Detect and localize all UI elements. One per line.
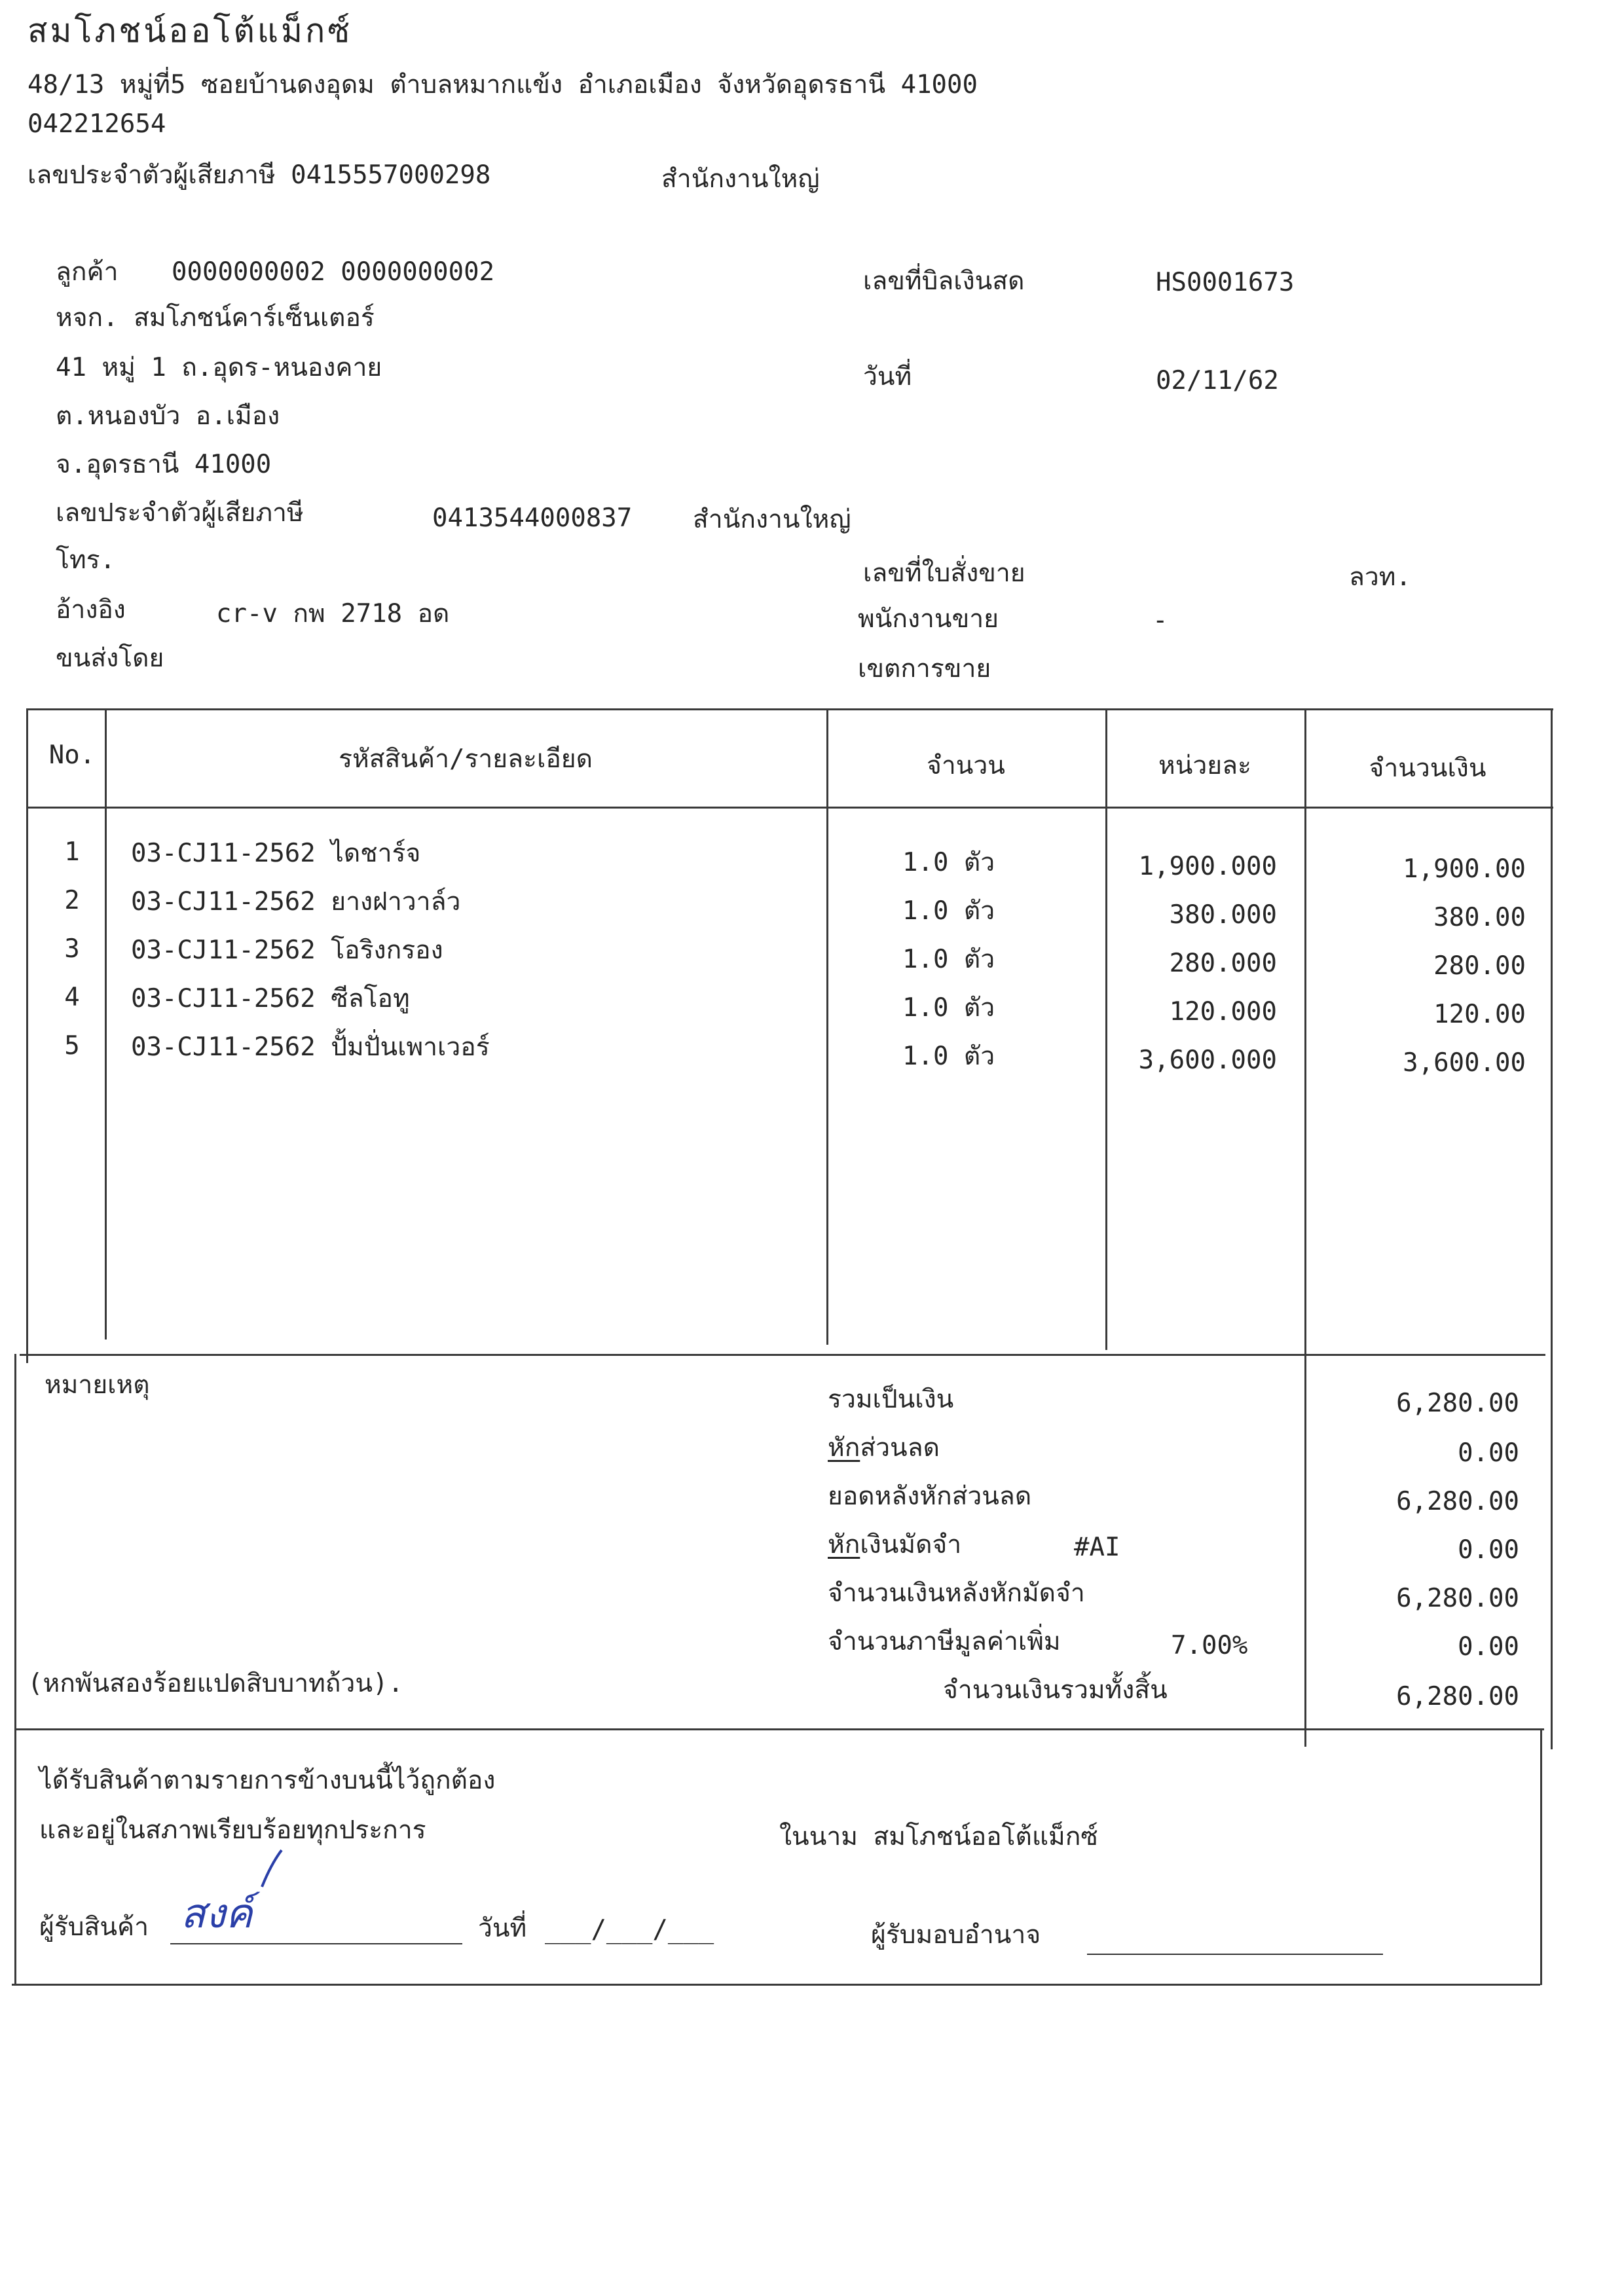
row-amount: 380.00 [1433, 903, 1526, 932]
bill-sales-label: พนักงานขาย [858, 604, 999, 634]
amount-in-words: (หกพันสองร้อยแปดสิบบาทถ้วน). [28, 1669, 403, 1698]
authorized-label: ผู้รับมอบอำนาจ [871, 1920, 1041, 1950]
customer-address-1: 41 หมู่ 1 ถ.อุดร-หนองคาย [56, 353, 382, 382]
discount-label-deduct: หัก [828, 1433, 860, 1463]
row-amount: 1,900.00 [1403, 854, 1526, 884]
vat-label: จำนวนภาษีมูลค่าเพิ่ม [828, 1627, 1061, 1656]
row-amount: 120.00 [1433, 1000, 1526, 1029]
row-desc: 03-CJ11-2562 ปั้มปั่นเพาเวอร์ [131, 1032, 490, 1062]
customer-tax-id: 0413544000837 [432, 503, 633, 533]
total-label: จำนวนเงินรวมทั้งสิ้น [943, 1675, 1168, 1705]
row-amount: 280.00 [1433, 951, 1526, 981]
after-discount-value: 6,280.00 [1396, 1487, 1519, 1516]
after-deposit-label: จำนวนเงินหลังหักมัดจำ [828, 1578, 1085, 1608]
col-header-unit: หน่วยละ [1158, 751, 1251, 780]
discount-value: 0.00 [1458, 1438, 1519, 1468]
row-no: 5 [64, 1031, 80, 1061]
row-desc: 03-CJ11-2562 ซีลโอทู [131, 984, 410, 1013]
deposit-code: #AI [1074, 1533, 1120, 1562]
row-amount: 3,600.00 [1403, 1048, 1526, 1078]
customer-ship-label: ขนส่งโดย [56, 644, 164, 673]
bill-order-value: ลวท. [1349, 562, 1411, 592]
customer-tax-label: เลขประจำตัวผู้เสียภาษี [56, 498, 304, 528]
bill-area-label: เขตการขาย [858, 654, 991, 683]
signature-stroke-icon [249, 1848, 288, 1913]
receiver-signature-line [170, 1943, 462, 1944]
row-qty: 1.0 ตัว [902, 993, 995, 1023]
row-no: 2 [64, 886, 80, 915]
customer-address-2: ต.หนองบัว อ.เมือง [56, 401, 280, 431]
customer-ref-label: อ้างอิง [56, 595, 126, 625]
row-unit: 1,900.000 [1138, 852, 1277, 881]
discount-label-rest: ส่วนลด [860, 1433, 940, 1463]
row-desc: 03-CJ11-2562 โอริงกรอง [131, 936, 443, 965]
receiver-label: ผู้รับสินค้า [39, 1912, 149, 1942]
customer-name: หจก. สมโภชน์คาร์เซ็นเตอร์ [56, 303, 375, 333]
customer-phone-label: โทร. [56, 545, 116, 575]
company-name: สมโภชน์ออโต้แม็กซ์ [28, 12, 353, 50]
row-unit: 380.000 [1169, 900, 1277, 930]
bill-date: 02/11/62 [1156, 366, 1279, 395]
deposit-label-rest: เงินมัดจำ [860, 1530, 962, 1559]
receive-date-label: วันที่ [478, 1914, 527, 1943]
bill-no-label: เลขที่บิลเงินสด [863, 266, 1025, 296]
customer-codes: 0000000002 0000000002 [172, 257, 495, 287]
deposit-label [828, 1532, 961, 1558]
row-qty: 1.0 ตัว [902, 848, 995, 877]
row-no: 4 [64, 983, 80, 1012]
company-branch: สำนักงานใหญ่ [661, 164, 820, 194]
customer-branch: สำนักงานใหญ่ [693, 505, 851, 534]
bill-order-label: เลขที่ใบสั่งขาย [863, 558, 1025, 588]
deposit-label-deduct: หัก [828, 1530, 860, 1559]
bill-no: HS0001673 [1156, 268, 1295, 297]
discount-label [828, 1435, 940, 1461]
bill-sales-value: - [1153, 606, 1168, 635]
authorized-signature-line [1087, 1954, 1383, 1955]
col-header-amount: จำนวนเงิน [1369, 754, 1486, 783]
total-value: 6,280.00 [1396, 1682, 1519, 1711]
row-unit: 280.000 [1169, 949, 1277, 978]
receipt-statement-2: และอยู่ในสภาพเรียบร้อยทุกประการ [39, 1815, 426, 1845]
bill-date-label: วันที่ [863, 362, 912, 392]
receive-date-blank: ___/___/___ [545, 1915, 714, 1944]
col-header-desc: รหัสสินค้า/รายละเอียด [339, 744, 593, 774]
row-qty: 1.0 ตัว [902, 1042, 995, 1071]
row-qty: 1.0 ตัว [902, 896, 995, 926]
receipt-statement-1: ได้รับสินค้าตามรายการข้างบนนี้ไว้ถูกต้อง [39, 1766, 496, 1795]
remark-label: หมายเหตุ [45, 1370, 150, 1400]
row-desc: 03-CJ11-2562 ไดชาร์จ [131, 839, 421, 868]
col-header-qty: จำนวน [927, 751, 1005, 780]
customer-address-3: จ.อุดรธานี 41000 [56, 450, 272, 479]
vat-rate: 7.00% [1171, 1631, 1248, 1660]
customer-ref: cr-v กพ 2718 อด [216, 599, 450, 629]
row-unit: 120.000 [1169, 997, 1277, 1027]
after-discount-label: ยอดหลังหักส่วนลด [828, 1482, 1032, 1511]
row-unit: 3,600.000 [1138, 1046, 1277, 1075]
row-qty: 1.0 ตัว [902, 945, 995, 974]
customer-label: ลูกค้า [56, 257, 119, 287]
deposit-value: 0.00 [1458, 1535, 1519, 1565]
on-behalf-text: ในนาม สมโภชน์ออโต้แม็กซ์ [779, 1822, 1098, 1851]
company-phone: 042212654 [28, 109, 166, 139]
subtotal-label: รวมเป็นเงิน [828, 1385, 954, 1414]
receiver-signature: สงค์ [181, 1889, 253, 1937]
company-tax-id: เลขประจำตัวผู้เสียภาษี 0415557000298 [28, 160, 491, 190]
after-deposit-value: 6,280.00 [1396, 1584, 1519, 1613]
vat-value: 0.00 [1458, 1632, 1519, 1662]
row-no: 3 [64, 934, 80, 964]
row-desc: 03-CJ11-2562 ยางฝาวาล์ว [131, 887, 461, 917]
company-address: 48/13 หมู่ที่5 ซอยบ้านดงอุดม ตำบลหมากแข้ง อำเภอเมือง จังหวัดอุดรธานี 41000 [28, 70, 978, 100]
row-no: 1 [64, 837, 80, 867]
col-header-no: No. [48, 740, 96, 770]
subtotal-value: 6,280.00 [1396, 1389, 1519, 1418]
